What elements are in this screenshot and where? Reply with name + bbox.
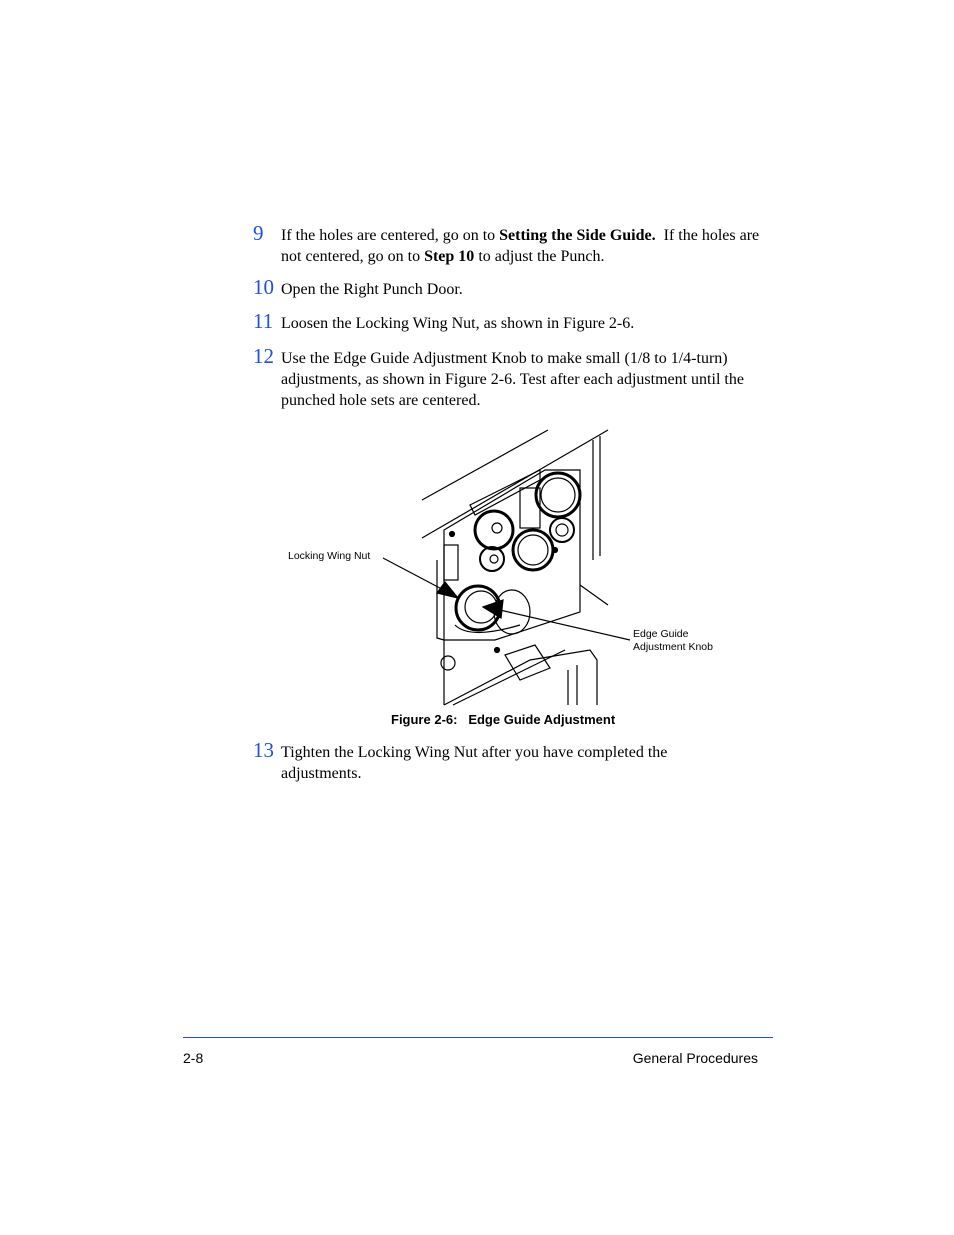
text: to adjust the Punch. xyxy=(474,248,605,265)
caption-number: Figure 2-6: xyxy=(391,712,458,727)
step-number: 10 xyxy=(253,275,274,299)
text: If the holes are centered, go on to xyxy=(281,227,500,244)
caption-title: Edge Guide Adjustment xyxy=(468,712,616,727)
label-edge-guide-knob xyxy=(633,628,713,654)
text: If the holes are not centered, go on to xyxy=(281,227,760,265)
footer-divider xyxy=(183,1037,773,1038)
label-line: Adjustment Knob xyxy=(633,641,713,653)
figure-caption xyxy=(391,712,615,727)
link-setting-side-guide: Setting the Side Guide. xyxy=(499,227,656,244)
label-locking-wing-nut: Locking Wing Nut xyxy=(288,550,371,562)
step-number: 11 xyxy=(253,309,274,333)
section-title: General Procedures xyxy=(632,1050,758,1066)
page-number: 2-8 xyxy=(183,1050,204,1066)
step-text: Open the Right Punch Door. xyxy=(281,281,463,298)
label-line: Edge Guide xyxy=(633,628,689,640)
step-number: 12 xyxy=(253,344,274,368)
step-text: Use the Edge Guide Adjustment Knob to make small (1/8 to 1/4-turn) adjustments, as shown in Figure 2-6. Test after each adjustment until the punched hole sets are centered. xyxy=(281,350,744,409)
step-text: Loosen the Locking Wing Nut, as shown in Figure 2-6. xyxy=(281,315,635,332)
step-text: Tighten the Locking Wing Nut after you have completed the adjustments. xyxy=(281,744,668,782)
step-number: 13 xyxy=(253,738,274,762)
link-step-10: Step 10 xyxy=(424,248,475,265)
step-number: 9 xyxy=(253,221,264,245)
